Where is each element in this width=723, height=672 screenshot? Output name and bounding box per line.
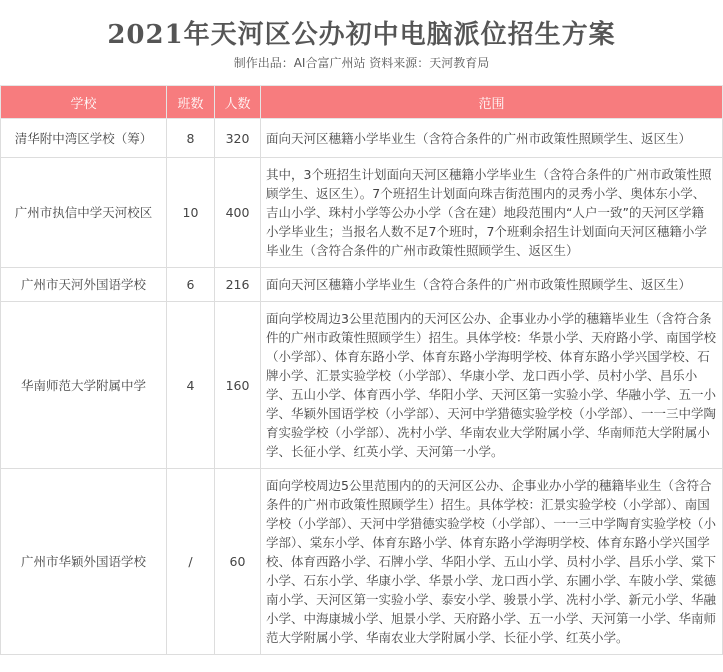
column-header-classes: 班数 — [167, 86, 215, 119]
scope-cell: 其中，3个班招生计划面向天河区穗籍小学毕业生（含符合条件的广州市政策性照顾学生、返区生）。7个班招生计划面向珠吉街范围内的灵秀小学、奥体东小学、吉山小学、珠村小学等公办小学（含在建）地段范围内“人户一致”的天河区学籍小学毕业生；当报名人数不足7个班时，7个班剩余招生计划面向天河区穗籍小学毕业生（含符合条件的广州市政策性照顾学生、返区生） — [261, 158, 723, 268]
table-row — [1, 119, 723, 158]
students-cell: 320 — [215, 119, 261, 158]
classes-cell: 10 — [167, 158, 215, 268]
school-cell: 广州市华颖外国语学校 — [1, 469, 167, 655]
students-cell: 60 — [215, 469, 261, 655]
students-cell: 216 — [215, 268, 261, 302]
table-header — [1, 86, 723, 119]
column-header-scope: 范围 — [261, 86, 723, 119]
classes-cell: / — [167, 469, 215, 655]
table-row — [1, 268, 723, 302]
scope-cell: 面向天河区穗籍小学毕业生（含符合条件的广州市政策性照顾学生、返区生） — [261, 119, 723, 158]
school-cell: 华南师范大学附属中学 — [1, 302, 167, 469]
scope-cell: 面向学校周边3公里范围内的天河区公办、企事业办小学的穗籍毕业生（含符合条件的广州市政策性照顾学生）招生。具体学校：华景小学、天府路小学、南国学校（小学部）、体育东路小学、体育东路小学海明学校、体育东路小学兴国学校、石牌小学、汇景实验学校（小学部）、华康小学、龙口西小学、员村小学、昌乐小学、五山小学、体育西小学、华阳小学、天河区第一实验小学、华融小学、五一小学、华颖外国语学校（小学部）、天河中学猎德实验学校（小学部）、一一三中学陶育实验学校（小学部）、冼村小学、华南农业大学附属小学、华南师范大学附属小学、长征小学、红英小学、天河第一小学。 — [261, 302, 723, 469]
table-row — [1, 158, 723, 268]
subtitle: 制作出品：AI合富广州站 资料来源：天河教育局 — [233, 56, 490, 70]
table-row — [1, 302, 723, 469]
school-cell: 广州市执信中学天河校区 — [1, 158, 167, 268]
classes-cell: 6 — [167, 268, 215, 302]
column-header-students: 人数 — [215, 86, 261, 119]
enrollment-table — [0, 85, 723, 655]
school-cell: 清华附中湾区学校（筹） — [1, 119, 167, 158]
classes-cell: 4 — [167, 302, 215, 469]
table-row — [1, 469, 723, 655]
students-cell: 400 — [215, 158, 261, 268]
page-title: 2021年天河区公办初中电脑派位招生方案 — [107, 20, 616, 50]
scope-cell: 面向天河区穗籍小学毕业生（含符合条件的广州市政策性照顾学生、返区生） — [261, 268, 723, 302]
classes-cell: 8 — [167, 119, 215, 158]
column-header-school: 学校 — [1, 86, 167, 119]
scope-cell: 面向学校周边5公里范围内的的天河区公办、企事业办小学的穗籍毕业生（含符合条件的广州市政策性照顾学生）招生。具体学校：汇景实验学校（小学部）、南国学校（小学部）、天河中学猎德实验学校（小学部）、一一三中学陶育实验学校（小学部）、棠东小学、体育东路小学、体育东路小学海明学校、体育东路小学兴国学校、体育西路小学、石牌小学、华阳小学、五山小学、员村小学、昌乐小学、棠下小学、石东小学、华康小学、华景小学、龙口西小学、东圃小学、车陂小学、棠德南小学、天河区第一实验小学、泰安小学、骏景小学、冼村小学、新元小学、华融小学、中海康城小学、旭景小学、天府路小学、五一小学、天河第一小学、华南师范大学附属小学、华南农业大学附属小学、长征小学、红英小学。 — [261, 469, 723, 655]
students-cell: 160 — [215, 302, 261, 469]
school-cell: 广州市天河外国语学校 — [1, 268, 167, 302]
